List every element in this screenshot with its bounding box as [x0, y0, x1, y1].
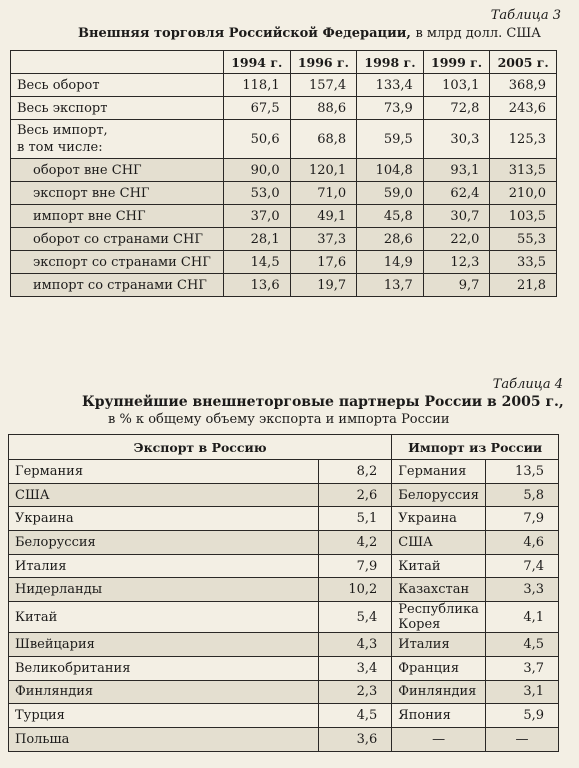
- import-share-cell: 4,5: [486, 633, 559, 657]
- export-share-cell: 5,1: [319, 507, 392, 531]
- partner-row: [9, 680, 559, 704]
- export-country-cell: Швейцария: [9, 633, 319, 657]
- year-header: 1999 г.: [423, 51, 490, 74]
- row-label: [11, 205, 224, 228]
- table3-row: [11, 228, 557, 251]
- table4-title: Крупнейшие внешнеторговые партнеры России в 2005 г.,: [82, 394, 564, 410]
- year-header: 2005 г.: [490, 51, 557, 74]
- row-label: [11, 182, 224, 205]
- export-country-cell: Великобритания: [9, 656, 319, 680]
- export-country-cell: Турция: [9, 704, 319, 728]
- table3-header-row: [11, 51, 557, 74]
- import-share-cell: 7,4: [486, 554, 559, 578]
- export-country-cell: США: [9, 483, 319, 507]
- value-cell: 120,1: [290, 159, 357, 182]
- export-share-cell: 4,3: [319, 633, 392, 657]
- row-label: [11, 159, 224, 182]
- row-label-text: экспорт вне СНГ: [33, 185, 150, 201]
- row-label: [11, 120, 224, 159]
- value-cell: 37,3: [290, 228, 357, 251]
- value-cell: 14,5: [224, 251, 291, 274]
- value-cell: 37,0: [224, 205, 291, 228]
- partner-row: [9, 633, 559, 657]
- export-country-cell: Белоруссия: [9, 531, 319, 555]
- import-share-cell: 4,1: [486, 602, 559, 633]
- value-cell: 17,6: [290, 251, 357, 274]
- value-cell: 71,0: [290, 182, 357, 205]
- export-share-cell: 2,3: [319, 680, 392, 704]
- export-share-cell: 2,6: [319, 483, 392, 507]
- table4-caption: Таблица 4: [492, 377, 563, 392]
- row-label-subtext: в том числе:: [17, 140, 103, 155]
- year-header: 1994 г.: [224, 51, 291, 74]
- value-cell: 9,7: [423, 274, 490, 297]
- export-share-cell: 8,2: [319, 460, 392, 484]
- value-cell: 88,6: [290, 97, 357, 120]
- row-label-text: импорт вне СНГ: [33, 208, 146, 224]
- value-cell: 28,6: [357, 228, 424, 251]
- row-label-text: Весь импорт,: [17, 123, 108, 138]
- value-cell: 104,8: [357, 159, 424, 182]
- table4-header-row: [9, 435, 559, 460]
- row-label-text: Весь оборот: [17, 77, 100, 93]
- import-share-cell: 4,6: [486, 531, 559, 555]
- table4-subtitle: в % к общему объему экспорта и импорта России: [108, 412, 450, 427]
- value-cell: 243,6: [490, 97, 557, 120]
- partner-row: [9, 554, 559, 578]
- value-cell: 125,3: [490, 120, 557, 159]
- export-country-cell: Италия: [9, 554, 319, 578]
- row-label: [11, 97, 224, 120]
- import-share-cell: 3,1: [486, 680, 559, 704]
- import-country-cell: Германия: [392, 460, 486, 484]
- import-country-cell: США: [392, 531, 486, 555]
- import-country-cell: Белоруссия: [392, 483, 486, 507]
- value-cell: 313,5: [490, 159, 557, 182]
- trade-partners-table: [8, 434, 559, 752]
- value-cell: 59,0: [357, 182, 424, 205]
- export-share-cell: 4,2: [319, 531, 392, 555]
- value-cell: 93,1: [423, 159, 490, 182]
- year-header: 1998 г.: [357, 51, 424, 74]
- value-cell: 72,8: [423, 97, 490, 120]
- import-share-cell: 5,9: [486, 704, 559, 728]
- value-cell: 67,5: [224, 97, 291, 120]
- value-cell: 59,5: [357, 120, 424, 159]
- export-country-cell: Германия: [9, 460, 319, 484]
- value-cell: 53,0: [224, 182, 291, 205]
- value-cell: 68,8: [290, 120, 357, 159]
- value-cell: 50,6: [224, 120, 291, 159]
- row-label-text: импорт со странами СНГ: [33, 277, 207, 293]
- export-country-cell: Финляндия: [9, 680, 319, 704]
- value-cell: 21,8: [490, 274, 557, 297]
- value-cell: 49,1: [290, 205, 357, 228]
- export-share-cell: 3,6: [319, 727, 392, 751]
- table3-row: [11, 159, 557, 182]
- value-cell: 118,1: [224, 74, 291, 97]
- row-label-text: оборот со странами СНГ: [33, 231, 203, 247]
- value-cell: 210,0: [490, 182, 557, 205]
- value-cell: 62,4: [423, 182, 490, 205]
- export-country-cell: Китай: [9, 602, 319, 633]
- import-share-cell: 3,7: [486, 656, 559, 680]
- partner-row: [9, 507, 559, 531]
- table3-row: [11, 182, 557, 205]
- table3-caption: Таблица 3: [490, 8, 561, 23]
- export-share-cell: 4,5: [319, 704, 392, 728]
- table3-unit: в млрд долл. США: [415, 26, 542, 41]
- row-label: [11, 228, 224, 251]
- row-label-text: экспорт со странами СНГ: [33, 254, 211, 270]
- import-country-cell: Япония: [392, 704, 486, 728]
- import-share-cell: 5,8: [486, 483, 559, 507]
- partner-row: [9, 727, 559, 751]
- table3-row: [11, 205, 557, 228]
- table3-corner-cell: [11, 51, 224, 74]
- value-cell: 13,7: [357, 274, 424, 297]
- value-cell: 28,1: [224, 228, 291, 251]
- value-cell: 30,3: [423, 120, 490, 159]
- partner-row: [9, 460, 559, 484]
- value-cell: 103,1: [423, 74, 490, 97]
- row-label: [11, 251, 224, 274]
- table3-title-text: Внешняя торговля Российской Федерации,: [78, 26, 411, 41]
- table3-row: [11, 251, 557, 274]
- import-country-cell: Финляндия: [392, 680, 486, 704]
- import-share-cell: —: [486, 727, 559, 751]
- row-label-text: Весь экспорт: [17, 100, 108, 116]
- export-country-cell: Украина: [9, 507, 319, 531]
- export-share-cell: 3,4: [319, 656, 392, 680]
- export-country-cell: Польша: [9, 727, 319, 751]
- partner-row: [9, 602, 559, 633]
- import-country-cell: Украина: [392, 507, 486, 531]
- partner-row: [9, 578, 559, 602]
- value-cell: 157,4: [290, 74, 357, 97]
- value-cell: 55,3: [490, 228, 557, 251]
- value-cell: 133,4: [357, 74, 424, 97]
- table3-title: [78, 26, 541, 41]
- table3-row: [11, 97, 557, 120]
- import-country-cell: Китай: [392, 554, 486, 578]
- export-share-cell: 7,9: [319, 554, 392, 578]
- table3-row: [11, 274, 557, 297]
- row-label: [11, 274, 224, 297]
- value-cell: 90,0: [224, 159, 291, 182]
- partner-row: [9, 656, 559, 680]
- table3-row: [11, 74, 557, 97]
- value-cell: 33,5: [490, 251, 557, 274]
- value-cell: 22,0: [423, 228, 490, 251]
- value-cell: 19,7: [290, 274, 357, 297]
- import-header: Импорт из России: [392, 435, 559, 460]
- export-share-cell: 10,2: [319, 578, 392, 602]
- import-country-cell: Франция: [392, 656, 486, 680]
- foreign-trade-table: [10, 50, 557, 297]
- table3-row: [11, 120, 557, 159]
- year-header: 1996 г.: [290, 51, 357, 74]
- value-cell: 368,9: [490, 74, 557, 97]
- import-country-cell: Республика Корея: [392, 602, 486, 633]
- partner-row: [9, 531, 559, 555]
- partner-row: [9, 704, 559, 728]
- row-label-text: оборот вне СНГ: [33, 162, 142, 178]
- value-cell: 103,5: [490, 205, 557, 228]
- import-share-cell: 13,5: [486, 460, 559, 484]
- import-share-cell: 7,9: [486, 507, 559, 531]
- value-cell: 13,6: [224, 274, 291, 297]
- export-header: Экспорт в Россию: [9, 435, 392, 460]
- import-share-cell: 3,3: [486, 578, 559, 602]
- value-cell: 14,9: [357, 251, 424, 274]
- import-country-cell: —: [392, 727, 486, 751]
- import-country-cell: Италия: [392, 633, 486, 657]
- value-cell: 73,9: [357, 97, 424, 120]
- export-country-cell: Нидерланды: [9, 578, 319, 602]
- row-label: [11, 74, 224, 97]
- value-cell: 12,3: [423, 251, 490, 274]
- value-cell: 30,7: [423, 205, 490, 228]
- import-country-cell: Казахстан: [392, 578, 486, 602]
- partner-row: [9, 483, 559, 507]
- export-share-cell: 5,4: [319, 602, 392, 633]
- value-cell: 45,8: [357, 205, 424, 228]
